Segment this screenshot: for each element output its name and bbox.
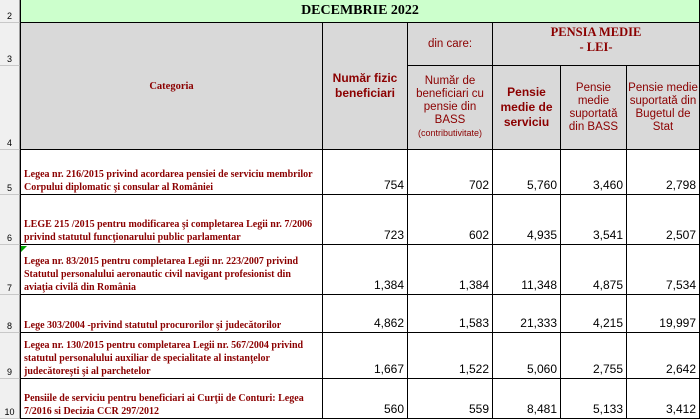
row-9-category[interactable]: Legea nr. 130/2015 pentru completarea Legii nr. 567/2004 privind statutul personalului auxiliar de specialitate al instanţelor judecătoreşti şi al parchetelor: [20, 333, 323, 379]
row-6-buget[interactable]: 2,507: [627, 195, 700, 245]
row-5-buget[interactable]: 2,798: [627, 150, 700, 195]
header-numar-fizic[interactable]: Număr fizic beneficiari: [323, 23, 408, 150]
row-7-buget[interactable]: 7,534: [627, 245, 700, 295]
row-header-5[interactable]: 5: [0, 150, 20, 195]
row-10-bass[interactable]: 5,133: [561, 379, 627, 419]
pensia-medie-title: PENSIA MEDIE - LEI-: [550, 25, 642, 54]
row-9-numar-bass[interactable]: 1,522: [408, 333, 493, 379]
row-header-9[interactable]: 9: [0, 333, 20, 379]
row-5-numar-fizic[interactable]: 754: [323, 150, 408, 195]
header-pensie-medie-serviciu[interactable]: Pensie medie de serviciu: [493, 66, 561, 150]
row-10-numar-fizic[interactable]: 560: [323, 379, 408, 419]
row-header-8[interactable]: 8: [0, 295, 20, 333]
header-pensie-bass[interactable]: Pensie medie suportată din BASS: [561, 66, 627, 150]
row-7-bass[interactable]: 4,875: [561, 245, 627, 295]
row-9-buget[interactable]: 2,642: [627, 333, 700, 379]
row-6-category[interactable]: LEGE 215 /2015 pentru modificarea şi completarea Legii nr. 7/2006 privind statutul funcţionarului public parlamentar: [20, 195, 323, 245]
header-din-care[interactable]: din care:: [408, 23, 493, 66]
row-10-serviciu[interactable]: 8,481: [493, 379, 561, 419]
row-10-numar-bass[interactable]: 559: [408, 379, 493, 419]
row-6-bass[interactable]: 3,541: [561, 195, 627, 245]
header-pensie-buget[interactable]: Pensie medie suportată din Bugetul de Stat: [627, 66, 700, 150]
row-8-bass[interactable]: 4,215: [561, 295, 627, 333]
row-9-bass[interactable]: 2,755: [561, 333, 627, 379]
row-6-numar-fizic[interactable]: 723: [323, 195, 408, 245]
row-8-numar-bass[interactable]: 1,583: [408, 295, 493, 333]
row-header-10[interactable]: 10: [0, 379, 20, 419]
row-header-7[interactable]: 7: [0, 245, 20, 295]
row-5-numar-bass[interactable]: 702: [408, 150, 493, 195]
row-8-serviciu[interactable]: 21,333: [493, 295, 561, 333]
page-title: DECEMBRIE 2022: [301, 3, 419, 18]
row-9-serviciu[interactable]: 5,060: [493, 333, 561, 379]
row-header-4[interactable]: 4: [0, 66, 20, 150]
row-8-category[interactable]: Lege 303/2004 -privind statutul procurorilor şi judecătorilor: [20, 295, 323, 333]
row-header-6[interactable]: 6: [0, 195, 20, 245]
row-5-bass[interactable]: 3,460: [561, 150, 627, 195]
error-indicator-icon: [21, 246, 27, 252]
row-header-2[interactable]: 2: [0, 0, 20, 23]
row-10-buget[interactable]: 3,412: [627, 379, 700, 419]
row-6-serviciu[interactable]: 4,935: [493, 195, 561, 245]
row-7-numar-bass[interactable]: 1,384: [408, 245, 493, 295]
header-pensia-medie[interactable]: [493, 23, 700, 66]
row-6-numar-bass[interactable]: 602: [408, 195, 493, 245]
title-cell[interactable]: [20, 0, 700, 23]
row-8-buget[interactable]: 19,997: [627, 295, 700, 333]
row-8-numar-fizic[interactable]: 4,862: [323, 295, 408, 333]
row-7-serviciu[interactable]: 11,348: [493, 245, 561, 295]
row-9-numar-fizic[interactable]: 1,667: [323, 333, 408, 379]
row-7-category[interactable]: Legea nr. 83/2015 pentru completarea Legii nr. 223/2007 privind Statutul personalului aeronautic civil navigant profesionist din aviaţia civilă din România: [20, 245, 323, 295]
row-7-numar-fizic[interactable]: 1,384: [323, 245, 408, 295]
header-numar-beneficiari-bass[interactable]: Număr de beneficiari cu pensie din BASS (contributivitate): [408, 66, 493, 150]
row-10-category[interactable]: Pensiile de serviciu pentru beneficiari ai Curţii de Conturi: Legea 7/2016 si Decizia CCR 297/2012: [20, 379, 323, 419]
row-5-category[interactable]: Legea nr. 216/2015 privind acordarea pensiei de serviciu membrilor Corpului diplomatic şi consular al României: [20, 150, 323, 195]
row-header-3[interactable]: 3: [0, 23, 20, 66]
header-categoria[interactable]: Categoria: [20, 23, 323, 150]
row-5-serviciu[interactable]: 5,760: [493, 150, 561, 195]
